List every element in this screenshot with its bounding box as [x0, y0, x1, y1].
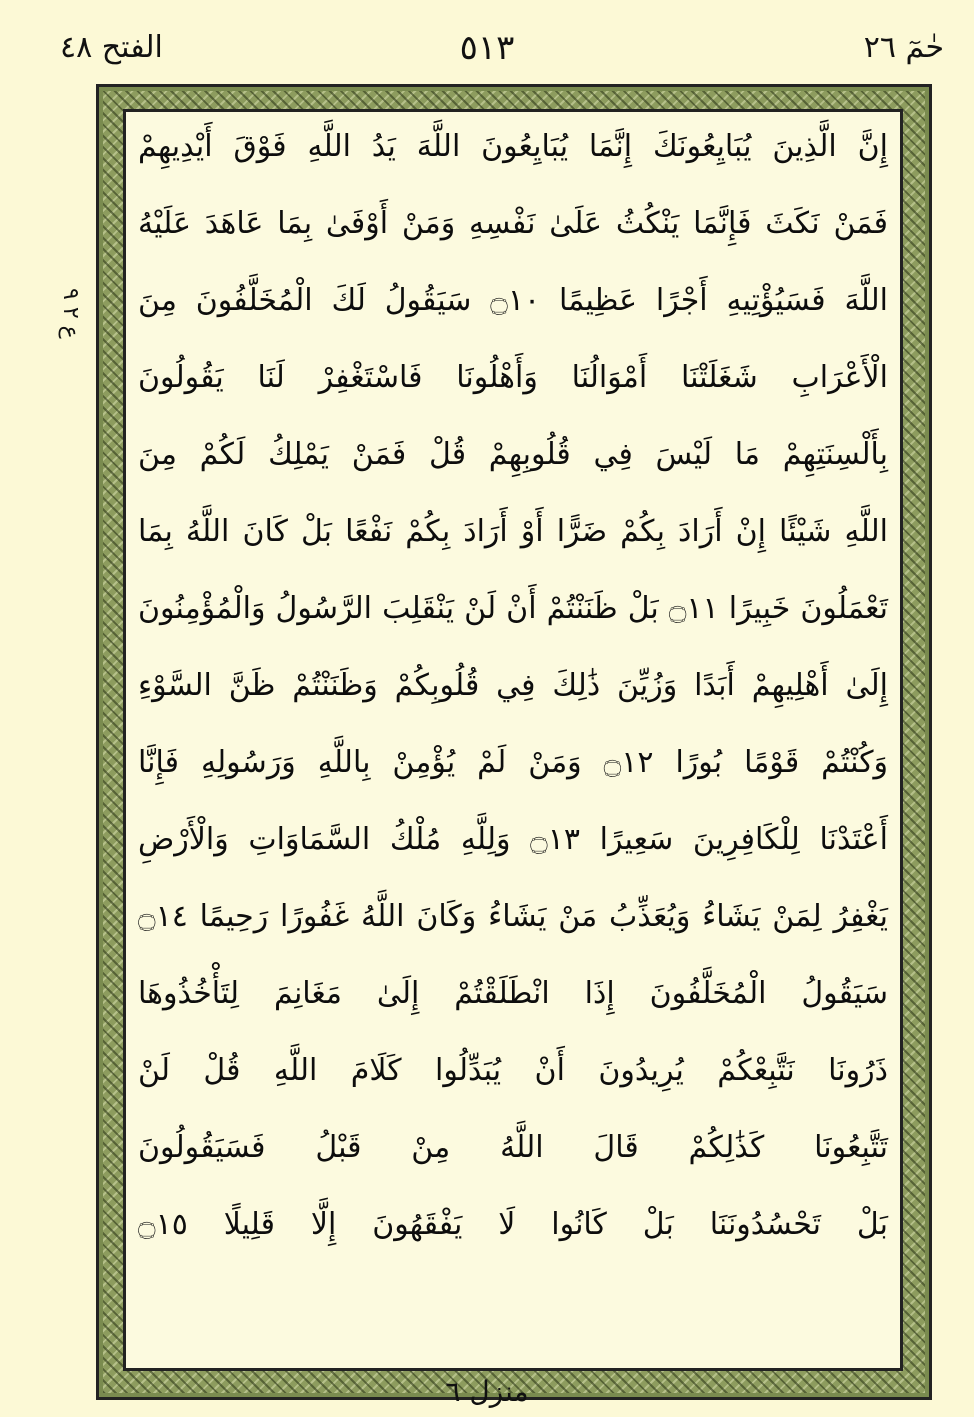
text-line-6: اللَّهِ شَيْئًا إِنْ أَرَادَ بِكُمْ ضَرًّا أَوْ أَرَادَ بِكُمْ نَفْعًا بَلْ كَانَ اللَّهُ بِمَا: [138, 514, 888, 549]
text-line-2: فَمَنْ نَكَثَ فَإِنَّمَا يَنْكُثُ عَلَىٰ نَفْسِهِ وَمَنْ أَوْفَىٰ بِمَا عَاهَدَ عَلَيْهُ: [138, 206, 888, 241]
text-line-5: بِأَلْسِنَتِهِمْ مَا لَيْسَ فِي قُلُوبِهِمْ قُلْ فَمَنْ يَمْلِكُ لَكُمْ مِنَ: [138, 437, 888, 472]
surah-label: الفتح ٤٨: [60, 30, 163, 65]
verse-lines: [126, 112, 900, 1267]
text-area: [123, 109, 903, 1371]
text-line-12: سَيَقُولُ الْمُخَلَّفُونَ إِذَا انْطَلَقْتُمْ إِلَىٰ مَغَانِمَ لِتَأْخُذُوهَا: [138, 976, 888, 1011]
decorative-border-frame: [96, 84, 932, 1400]
page-number: ٥١٣: [459, 28, 515, 68]
text-line-8: إِلَىٰ أَهْلِيهِمْ أَبَدًا وَزُيِّنَ ذَٰلِكَ فِي قُلُوبِكُمْ وَظَنَنْتُمْ ظَنَّ السَّوْءِ: [138, 668, 888, 703]
text-line-1: إِنَّ الَّذِينَ يُبَايِعُونَكَ إِنَّمَا يُبَايِعُونَ اللَّهَ يَدُ اللَّهِ فَوْقَ أَيْدِيهِمْ: [138, 129, 888, 164]
text-line-15: بَلْ تَحْسُدُونَنَا بَلْ كَانُوا لَا يَفْقَهُونَ إِلَّا قَلِيلًا ۝١٥: [138, 1207, 888, 1242]
text-line-11: يَغْفِرُ لِمَنْ يَشَاءُ وَيُعَذِّبُ مَنْ يَشَاءُ وَكَانَ اللَّهُ غَفُورًا رَحِيمًا ۝١٤: [138, 899, 888, 934]
ruku-marker: ع ٢ ٩: [58, 288, 83, 339]
manzil-label: منزل ٦: [445, 1375, 529, 1408]
juz-label: حٰمٓ ٢٦: [863, 30, 944, 65]
text-line-4: الْأَعْرَابِ شَغَلَتْنَا أَمْوَالُنَا وَأَهْلُونَا فَاسْتَغْفِرْ لَنَا يَقُولُونَ: [138, 360, 888, 395]
text-line-10: أَعْتَدْنَا لِلْكَافِرِينَ سَعِيرًا ۝١٣ وَلِلَّهِ مُلْكُ السَّمَاوَاتِ وَالْأَرْضِ: [138, 822, 888, 857]
text-line-9: وَكُنْتُمْ قَوْمًا بُورًا ۝١٢ وَمَنْ لَمْ يُؤْمِنْ بِاللَّهِ وَرَسُولِهِ فَإِنَّا: [138, 745, 888, 780]
text-line-14: تَتَّبِعُونَا كَذَٰلِكُمْ قَالَ اللَّهُ مِنْ قَبْلُ فَسَيَقُولُونَ: [138, 1130, 888, 1165]
text-line-13: ذَرُونَا نَتَّبِعْكُمْ يُرِيدُونَ أَنْ يُبَدِّلُوا كَلَامَ اللَّهِ قُلْ لَنْ: [138, 1053, 888, 1088]
text-line-3: اللَّهَ فَسَيُؤْتِيهِ أَجْرًا عَظِيمًا ۝١٠ سَيَقُولُ لَكَ الْمُخَلَّفُونَ مِنَ: [138, 283, 888, 318]
text-line-7: تَعْمَلُونَ خَبِيرًا ۝١١ بَلْ ظَنَنْتُمْ أَنْ لَنْ يَنْقَلِبَ الرَّسُولُ وَالْمُؤْمِنُونَ: [138, 591, 888, 626]
